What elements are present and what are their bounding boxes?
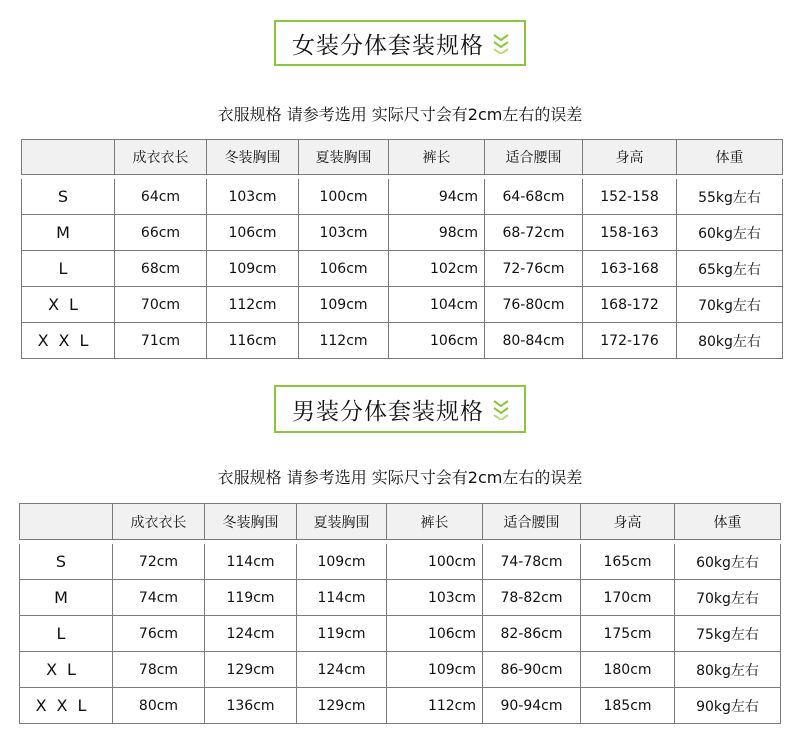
table-cell: 80kg左右: [675, 652, 781, 688]
table-cell: 100cm: [387, 544, 483, 580]
women-subtitle: 衣服规格 请参考选用 实际尺寸会有2cm左右的误差: [217, 105, 583, 124]
table-cell: 185cm: [581, 688, 675, 724]
men-title-box: [274, 385, 526, 433]
table-cell: 106cm: [207, 215, 299, 251]
men-size-table: [19, 503, 781, 724]
column-header: 夏装胸围: [297, 503, 387, 540]
header-corner-cell: [21, 139, 115, 175]
table-cell: 119cm: [205, 580, 297, 616]
table-row: [19, 688, 781, 724]
table-cell: 103cm: [387, 580, 483, 616]
table-row: [19, 616, 781, 652]
table-cell: 82-86cm: [483, 616, 581, 652]
table-cell: 66cm: [115, 215, 207, 251]
table-cell: 124cm: [297, 652, 387, 688]
table-cell: 80-84cm: [485, 323, 583, 359]
table-cell: 76cm: [113, 616, 205, 652]
table-cell: 72cm: [113, 544, 205, 580]
size-label: XL: [21, 287, 115, 323]
table-cell: 64-68cm: [485, 179, 583, 215]
table-cell: 104cm: [389, 287, 485, 323]
table-cell: 152-158: [583, 179, 677, 215]
column-header: 裤长: [387, 503, 483, 540]
table-cell: 106cm: [389, 323, 485, 359]
table-cell: 60kg左右: [675, 544, 781, 580]
size-label: XXL: [19, 688, 113, 724]
table-cell: 103cm: [207, 179, 299, 215]
table-cell: 86-90cm: [483, 652, 581, 688]
table-cell: 68cm: [115, 251, 207, 287]
men-subtitle: 衣服规格 请参考选用 实际尺寸会有2cm左右的误差: [217, 468, 583, 487]
column-header: 夏装胸围: [299, 139, 389, 175]
table-cell: 94cm: [389, 179, 485, 215]
table-cell: 60kg左右: [677, 215, 783, 251]
column-header: 裤长: [389, 139, 485, 175]
table-cell: 112cm: [299, 323, 389, 359]
table-header-row: [19, 503, 781, 540]
table-cell: 129cm: [205, 652, 297, 688]
table-cell: 163-168: [583, 251, 677, 287]
column-header: 适合腰围: [485, 139, 583, 175]
table-cell: 136cm: [205, 688, 297, 724]
table-row: [21, 287, 783, 323]
size-label: L: [19, 616, 113, 652]
column-header: 身高: [581, 503, 675, 540]
table-cell: 112cm: [207, 287, 299, 323]
double-chevron-down-icon: [492, 32, 510, 54]
column-header: 成衣衣长: [113, 503, 205, 540]
table-row: [19, 652, 781, 688]
column-header: 体重: [675, 503, 781, 540]
table-cell: 70kg左右: [677, 287, 783, 323]
table-cell: 119cm: [297, 616, 387, 652]
table-row: [21, 179, 783, 215]
size-label: S: [19, 544, 113, 580]
women-title: 女装分体套装规格: [292, 32, 484, 59]
table-cell: 64cm: [115, 179, 207, 215]
table-cell: 129cm: [297, 688, 387, 724]
women-size-table: [21, 139, 783, 359]
table-cell: 175cm: [581, 616, 675, 652]
table-cell: 70kg左右: [675, 580, 781, 616]
table-cell: 90kg左右: [675, 688, 781, 724]
table-cell: 112cm: [387, 688, 483, 724]
table-cell: 80cm: [113, 688, 205, 724]
table-cell: 65kg左右: [677, 251, 783, 287]
table-cell: 158-163: [583, 215, 677, 251]
women-title-box: [274, 20, 526, 66]
table-cell: 90-94cm: [483, 688, 581, 724]
column-header: 成衣衣长: [115, 139, 207, 175]
table-cell: 109cm: [299, 287, 389, 323]
table-cell: 124cm: [205, 616, 297, 652]
table-cell: 72-76cm: [485, 251, 583, 287]
table-cell: 78cm: [113, 652, 205, 688]
table-cell: 114cm: [297, 580, 387, 616]
table-cell: 80kg左右: [677, 323, 783, 359]
table-cell: 98cm: [389, 215, 485, 251]
table-cell: 106cm: [387, 616, 483, 652]
table-cell: 76-80cm: [485, 287, 583, 323]
men-title: 男装分体套装规格: [292, 398, 484, 425]
size-label: XL: [19, 652, 113, 688]
column-header: 冬装胸围: [205, 503, 297, 540]
table-cell: 109cm: [387, 652, 483, 688]
table-cell: 74-78cm: [483, 544, 581, 580]
table-cell: 170cm: [581, 580, 675, 616]
table-cell: 106cm: [299, 251, 389, 287]
table-cell: 75kg左右: [675, 616, 781, 652]
column-header: 身高: [583, 139, 677, 175]
table-cell: 168-172: [583, 287, 677, 323]
size-label: L: [21, 251, 115, 287]
table-cell: 78-82cm: [483, 580, 581, 616]
column-header: 体重: [677, 139, 783, 175]
table-row: [19, 544, 781, 580]
size-label: M: [21, 215, 115, 251]
table-cell: 102cm: [389, 251, 485, 287]
table-cell: 55kg左右: [677, 179, 783, 215]
table-row: [21, 251, 783, 287]
table-cell: 165cm: [581, 544, 675, 580]
table-cell: 103cm: [299, 215, 389, 251]
table-cell: 74cm: [113, 580, 205, 616]
table-row: [21, 323, 783, 359]
table-cell: 114cm: [205, 544, 297, 580]
table-row: [19, 580, 781, 616]
table-cell: 70cm: [115, 287, 207, 323]
table-cell: 71cm: [115, 323, 207, 359]
table-cell: 109cm: [297, 544, 387, 580]
table-cell: 68-72cm: [485, 215, 583, 251]
table-cell: 116cm: [207, 323, 299, 359]
table-cell: 172-176: [583, 323, 677, 359]
size-label: M: [19, 580, 113, 616]
size-label: S: [21, 179, 115, 215]
table-cell: 180cm: [581, 652, 675, 688]
table-cell: 109cm: [207, 251, 299, 287]
table-cell: 100cm: [299, 179, 389, 215]
header-corner-cell: [19, 503, 113, 540]
size-label: XXL: [21, 323, 115, 359]
column-header: 冬装胸围: [207, 139, 299, 175]
table-header-row: [21, 139, 783, 175]
table-row: [21, 215, 783, 251]
double-chevron-down-icon: [492, 398, 510, 420]
column-header: 适合腰围: [483, 503, 581, 540]
